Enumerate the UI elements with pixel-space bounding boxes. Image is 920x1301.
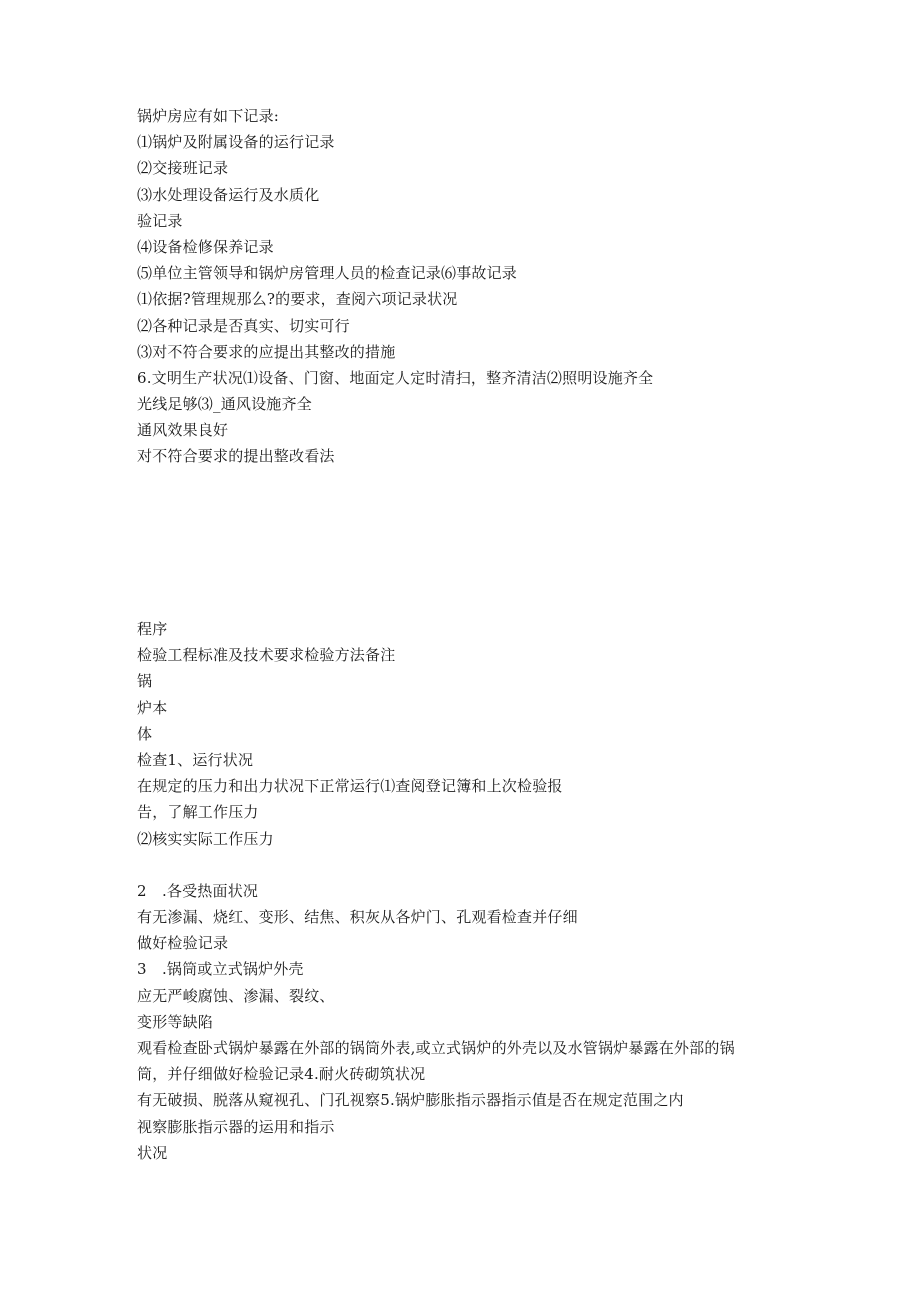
text-line: 锅炉房应有如下记录: xyxy=(137,107,280,125)
text-line: 状况 xyxy=(137,1143,168,1162)
text-line: 检查1、运行状况 xyxy=(137,750,254,769)
text-line: ⑵核实实际工作压力 xyxy=(137,829,274,848)
text-line: ⑵交接班记录 xyxy=(137,159,229,178)
boiler-body-inspection-section xyxy=(137,616,777,1166)
text-line: 有无渗漏、烧红、变形、结焦、积灰从各炉门、孔观看检查并仔细 xyxy=(137,908,578,927)
text-line: 做好检验记录 xyxy=(137,934,229,953)
text-line: ⑵各种记录是否真实、切实可行 xyxy=(137,316,350,335)
text-line: ⑸单位主管领导和锅炉房管理人员的检查记录⑹事故记录 xyxy=(137,264,518,283)
blank-line xyxy=(137,852,777,878)
text-line: 变形等缺陷 xyxy=(137,1012,214,1031)
text-line: 有无破损、脱落从窥视孔、门孔视察5.锅炉膨胀指示器指示值是否在规定范围之内 xyxy=(137,1091,684,1110)
text-line: 视察膨胀指示器的运用和指示 xyxy=(137,1117,335,1136)
text-line: 观看检查卧式锅炉暴露在外部的锅筒外表,或立式锅炉的外壳以及水管锅炉暴露在外部的锅 xyxy=(137,1039,735,1057)
text-line: ⑴依据?管理规那么?的要求，查阅六项记录状况 xyxy=(137,290,458,309)
text-line: 程序 xyxy=(137,620,168,638)
text-line: 检验工程标准及技术要求检验方法备注 xyxy=(137,646,396,665)
text-line: ⑶对不符合要求的应提出其整改的措施 xyxy=(137,342,396,361)
text-line: 光线足够⑶_通风设施齐全 xyxy=(137,395,312,414)
text-line: 应无严峻腐蚀、渗漏、裂纹、 xyxy=(137,986,335,1005)
text-line: 通风效果良好 xyxy=(137,421,229,440)
text-line: 告，了解工作压力 xyxy=(137,803,259,822)
text-line: 在规定的压力和出力状况下正常运行⑴查阅登记簿和上次检验报 xyxy=(137,777,563,796)
text-line: ⑶水处理设备运行及水质化 xyxy=(137,185,320,204)
text-line: 验记录 xyxy=(137,211,183,230)
text-line: 炉本 xyxy=(137,698,168,717)
text-line: 对不符合要求的提出整改看法 xyxy=(137,447,335,466)
text-line: ⑷设备检修保养记录 xyxy=(137,237,274,256)
boiler-room-records-section xyxy=(137,103,777,470)
text-line: 筒，并仔细做好检验记录4.耐火砖砌筑状况 xyxy=(137,1065,426,1084)
text-line: 体 xyxy=(137,724,153,743)
text-line: ⑴锅炉及附属设备的运行记录 xyxy=(137,133,335,152)
text-line: 6.文明生产状况⑴设备、门窗、地面定人定时清扫，整齐清洁⑵照明设施齐全 xyxy=(137,368,654,387)
text-line: 锅 xyxy=(137,672,153,691)
text-line: 3 .锅筒或立式锅炉外壳 xyxy=(137,960,304,979)
text-line: 2 .各受热面状况 xyxy=(137,881,259,900)
